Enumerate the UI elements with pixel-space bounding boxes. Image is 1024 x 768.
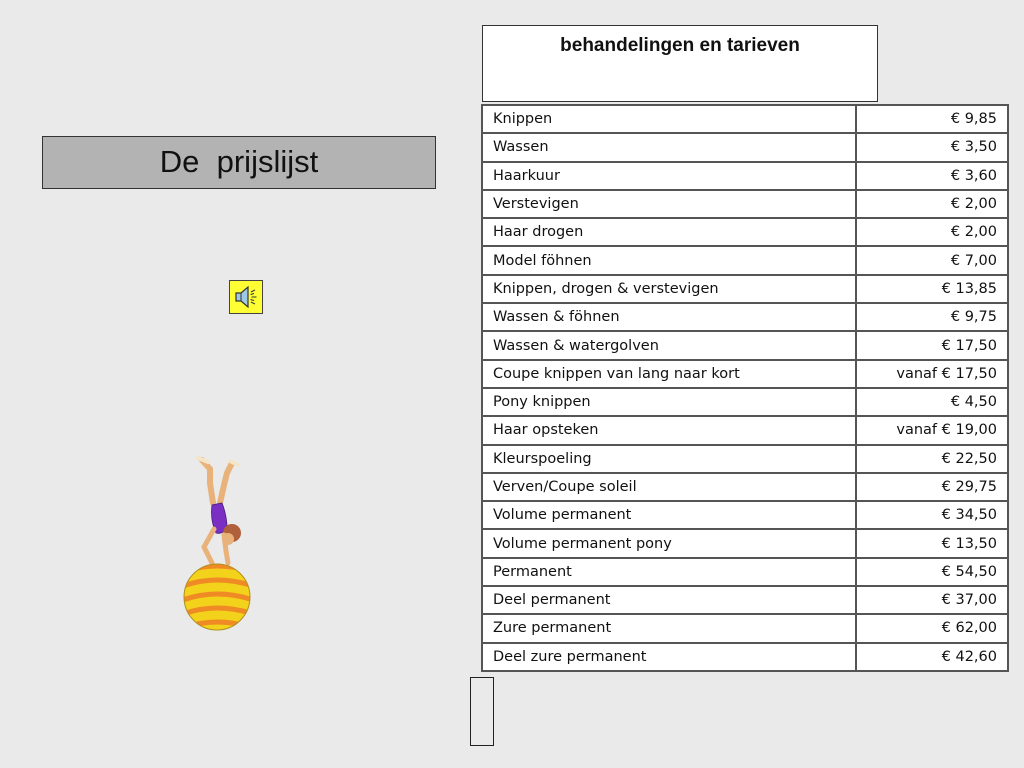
treatment-price: € 4,50 [856,388,1008,416]
treatment-name: Haarkuur [482,162,856,190]
treatment-price: vanaf € 19,00 [856,416,1008,444]
table-header-box [482,25,878,102]
treatment-name: Pony knippen [482,388,856,416]
table-row [482,218,1008,246]
treatment-name: Wassen & föhnen [482,303,856,331]
treatment-price: € 42,60 [856,643,1008,671]
treatment-price: € 34,50 [856,501,1008,529]
treatment-name: Kleurspoeling [482,445,856,473]
treatment-price: € 13,85 [856,275,1008,303]
speaker-icon [230,281,262,313]
table-row [482,416,1008,444]
table-header-title: behandelingen en tarieven [560,35,800,56]
treatment-name: Model föhnen [482,246,856,274]
table-row [482,360,1008,388]
slide-title: De prijslijst [159,143,319,179]
treatment-price: € 3,60 [856,162,1008,190]
treatment-price: € 29,75 [856,473,1008,501]
treatment-price: € 54,50 [856,558,1008,586]
table-row [482,445,1008,473]
table-row [482,105,1008,133]
table-row [482,558,1008,586]
treatment-name: Permanent [482,558,856,586]
gymnast-on-ball-icon [180,455,260,635]
treatment-price: € 37,00 [856,586,1008,614]
treatment-price: € 9,85 [856,105,1008,133]
treatment-price: € 13,50 [856,529,1008,557]
treatment-name: Volume permanent pony [482,529,856,557]
treatment-name: Wassen [482,133,856,161]
treatment-price: € 2,00 [856,190,1008,218]
table-row [482,501,1008,529]
treatment-price: € 22,50 [856,445,1008,473]
treatment-name: Coupe knippen van lang naar kort [482,360,856,388]
slide-title-box [42,136,436,189]
treatment-name: Wassen & watergolven [482,331,856,359]
price-table-body [482,105,1008,671]
treatment-price: € 17,50 [856,331,1008,359]
text-cursor-placeholder [470,677,494,746]
table-row [482,643,1008,671]
treatment-name: Deel permanent [482,586,856,614]
treatment-name: Knippen, drogen & verstevigen [482,275,856,303]
table-row [482,473,1008,501]
treatment-price: € 2,00 [856,218,1008,246]
treatment-name: Deel zure permanent [482,643,856,671]
table-row [482,586,1008,614]
treatment-price: € 7,00 [856,246,1008,274]
table-row [482,133,1008,161]
treatment-name: Haar opsteken [482,416,856,444]
speaker-button[interactable] [229,280,263,314]
table-row [482,388,1008,416]
table-row [482,190,1008,218]
treatment-price: € 62,00 [856,614,1008,642]
treatment-name: Knippen [482,105,856,133]
table-row [482,246,1008,274]
treatment-name: Verstevigen [482,190,856,218]
treatment-name: Zure permanent [482,614,856,642]
price-table [481,104,1009,672]
table-row [482,162,1008,190]
treatment-name: Verven/Coupe soleil [482,473,856,501]
table-row [482,303,1008,331]
treatment-name: Volume permanent [482,501,856,529]
treatment-price: € 9,75 [856,303,1008,331]
table-row [482,331,1008,359]
table-row [482,529,1008,557]
table-row [482,275,1008,303]
table-row [482,614,1008,642]
treatment-price: vanaf € 17,50 [856,360,1008,388]
treatment-name: Haar drogen [482,218,856,246]
treatment-price: € 3,50 [856,133,1008,161]
